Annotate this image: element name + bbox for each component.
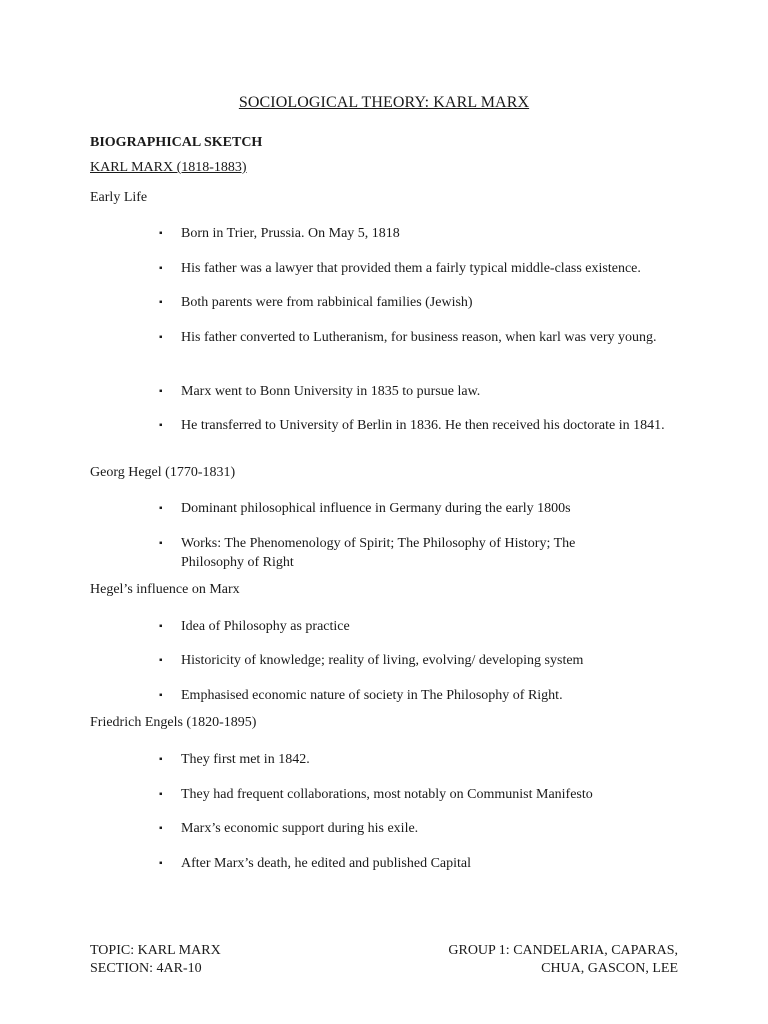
list-item-text: Marx went to Bonn University in 1835 to pursue law. <box>181 384 481 399</box>
person-heading: KARL MARX (1818-1883) <box>90 160 247 175</box>
list-item-text: Marx’s economic support during his exile. <box>181 821 419 836</box>
list-item <box>159 416 669 435</box>
bullet-icon: ▪ <box>159 655 163 666</box>
list-item <box>159 686 679 705</box>
list-item <box>159 534 629 572</box>
subheading-friedrich-engels: Friedrich Engels (1820-1895) <box>90 715 257 730</box>
list-item-text: Works: The Phenomenology of Spirit; The Philosophy of History; The Philosophy of Right <box>181 536 576 570</box>
list-item <box>159 259 679 278</box>
subheading-early-life: Early Life <box>90 190 148 205</box>
bullet-icon: ▪ <box>159 823 163 834</box>
footer-group-line1: GROUP 1: CANDELARIA, CAPARAS, <box>448 943 678 958</box>
list-item <box>159 785 679 804</box>
list-item <box>159 499 679 518</box>
bullet-icon: ▪ <box>159 503 163 514</box>
bullet-icon: ▪ <box>159 297 163 308</box>
bullet-icon: ▪ <box>159 858 163 869</box>
list-item <box>159 651 679 670</box>
list-item <box>159 819 679 838</box>
list-item-text: Both parents were from rabbinical families (Jewish) <box>181 295 473 310</box>
list-item <box>159 854 679 873</box>
footer-topic: TOPIC: KARL MARX <box>90 943 221 958</box>
list-item-text: They had frequent collaborations, most notably on Communist Manifesto <box>181 787 593 802</box>
list-item-text: After Marx’s death, he edited and published Capital <box>181 856 472 871</box>
bullet-icon: ▪ <box>159 332 163 343</box>
bullet-icon: ▪ <box>159 621 163 632</box>
footer-section: SECTION: 4AR-10 <box>90 961 202 976</box>
bullet-icon: ▪ <box>159 386 163 397</box>
list-item <box>159 750 679 769</box>
subheading-georg-hegel: Georg Hegel (1770-1831) <box>90 465 236 480</box>
bullet-icon: ▪ <box>159 228 163 239</box>
list-item <box>159 328 659 347</box>
bullet-icon: ▪ <box>159 789 163 800</box>
bullet-icon: ▪ <box>159 420 163 431</box>
page-title: SOCIOLOGICAL THEORY: KARL MARX <box>238 94 530 111</box>
subheading-hegel-influence: Hegel’s influence on Marx <box>90 582 240 597</box>
list-item-text: His father converted to Lutheranism, for business reason, when karl was very young. <box>181 330 657 345</box>
section-heading: BIOGRAPHICAL SKETCH <box>90 135 263 150</box>
bullet-icon: ▪ <box>159 690 163 701</box>
list-item-text: He transferred to University of Berlin in 1836. He then received his doctorate in 1841. <box>181 418 665 433</box>
list-item-text: They first met in 1842. <box>181 752 310 767</box>
list-item-text: Emphasised economic nature of society in The Philosophy of Right. <box>181 688 563 703</box>
footer-right <box>448 942 678 978</box>
bullet-icon: ▪ <box>159 263 163 274</box>
list-item-text: Born in Trier, Prussia. On May 5, 1818 <box>181 226 400 241</box>
list-item <box>159 382 679 401</box>
list-item <box>159 617 679 636</box>
bullet-icon: ▪ <box>159 538 163 549</box>
bullet-icon: ▪ <box>159 754 163 765</box>
list-item-text: Historicity of knowledge; reality of living, evolving/ developing system <box>181 653 584 668</box>
list-item-text: Idea of Philosophy as practice <box>181 619 350 634</box>
footer-group-line2: CHUA, GASCON, LEE <box>541 961 678 976</box>
list-item <box>159 224 679 243</box>
list-item-text: His father was a lawyer that provided them a fairly typical middle-class existence. <box>181 261 641 276</box>
list-item <box>159 293 679 312</box>
list-item-text: Dominant philosophical influence in Germany during the early 1800s <box>181 501 571 516</box>
footer-left <box>90 942 221 978</box>
